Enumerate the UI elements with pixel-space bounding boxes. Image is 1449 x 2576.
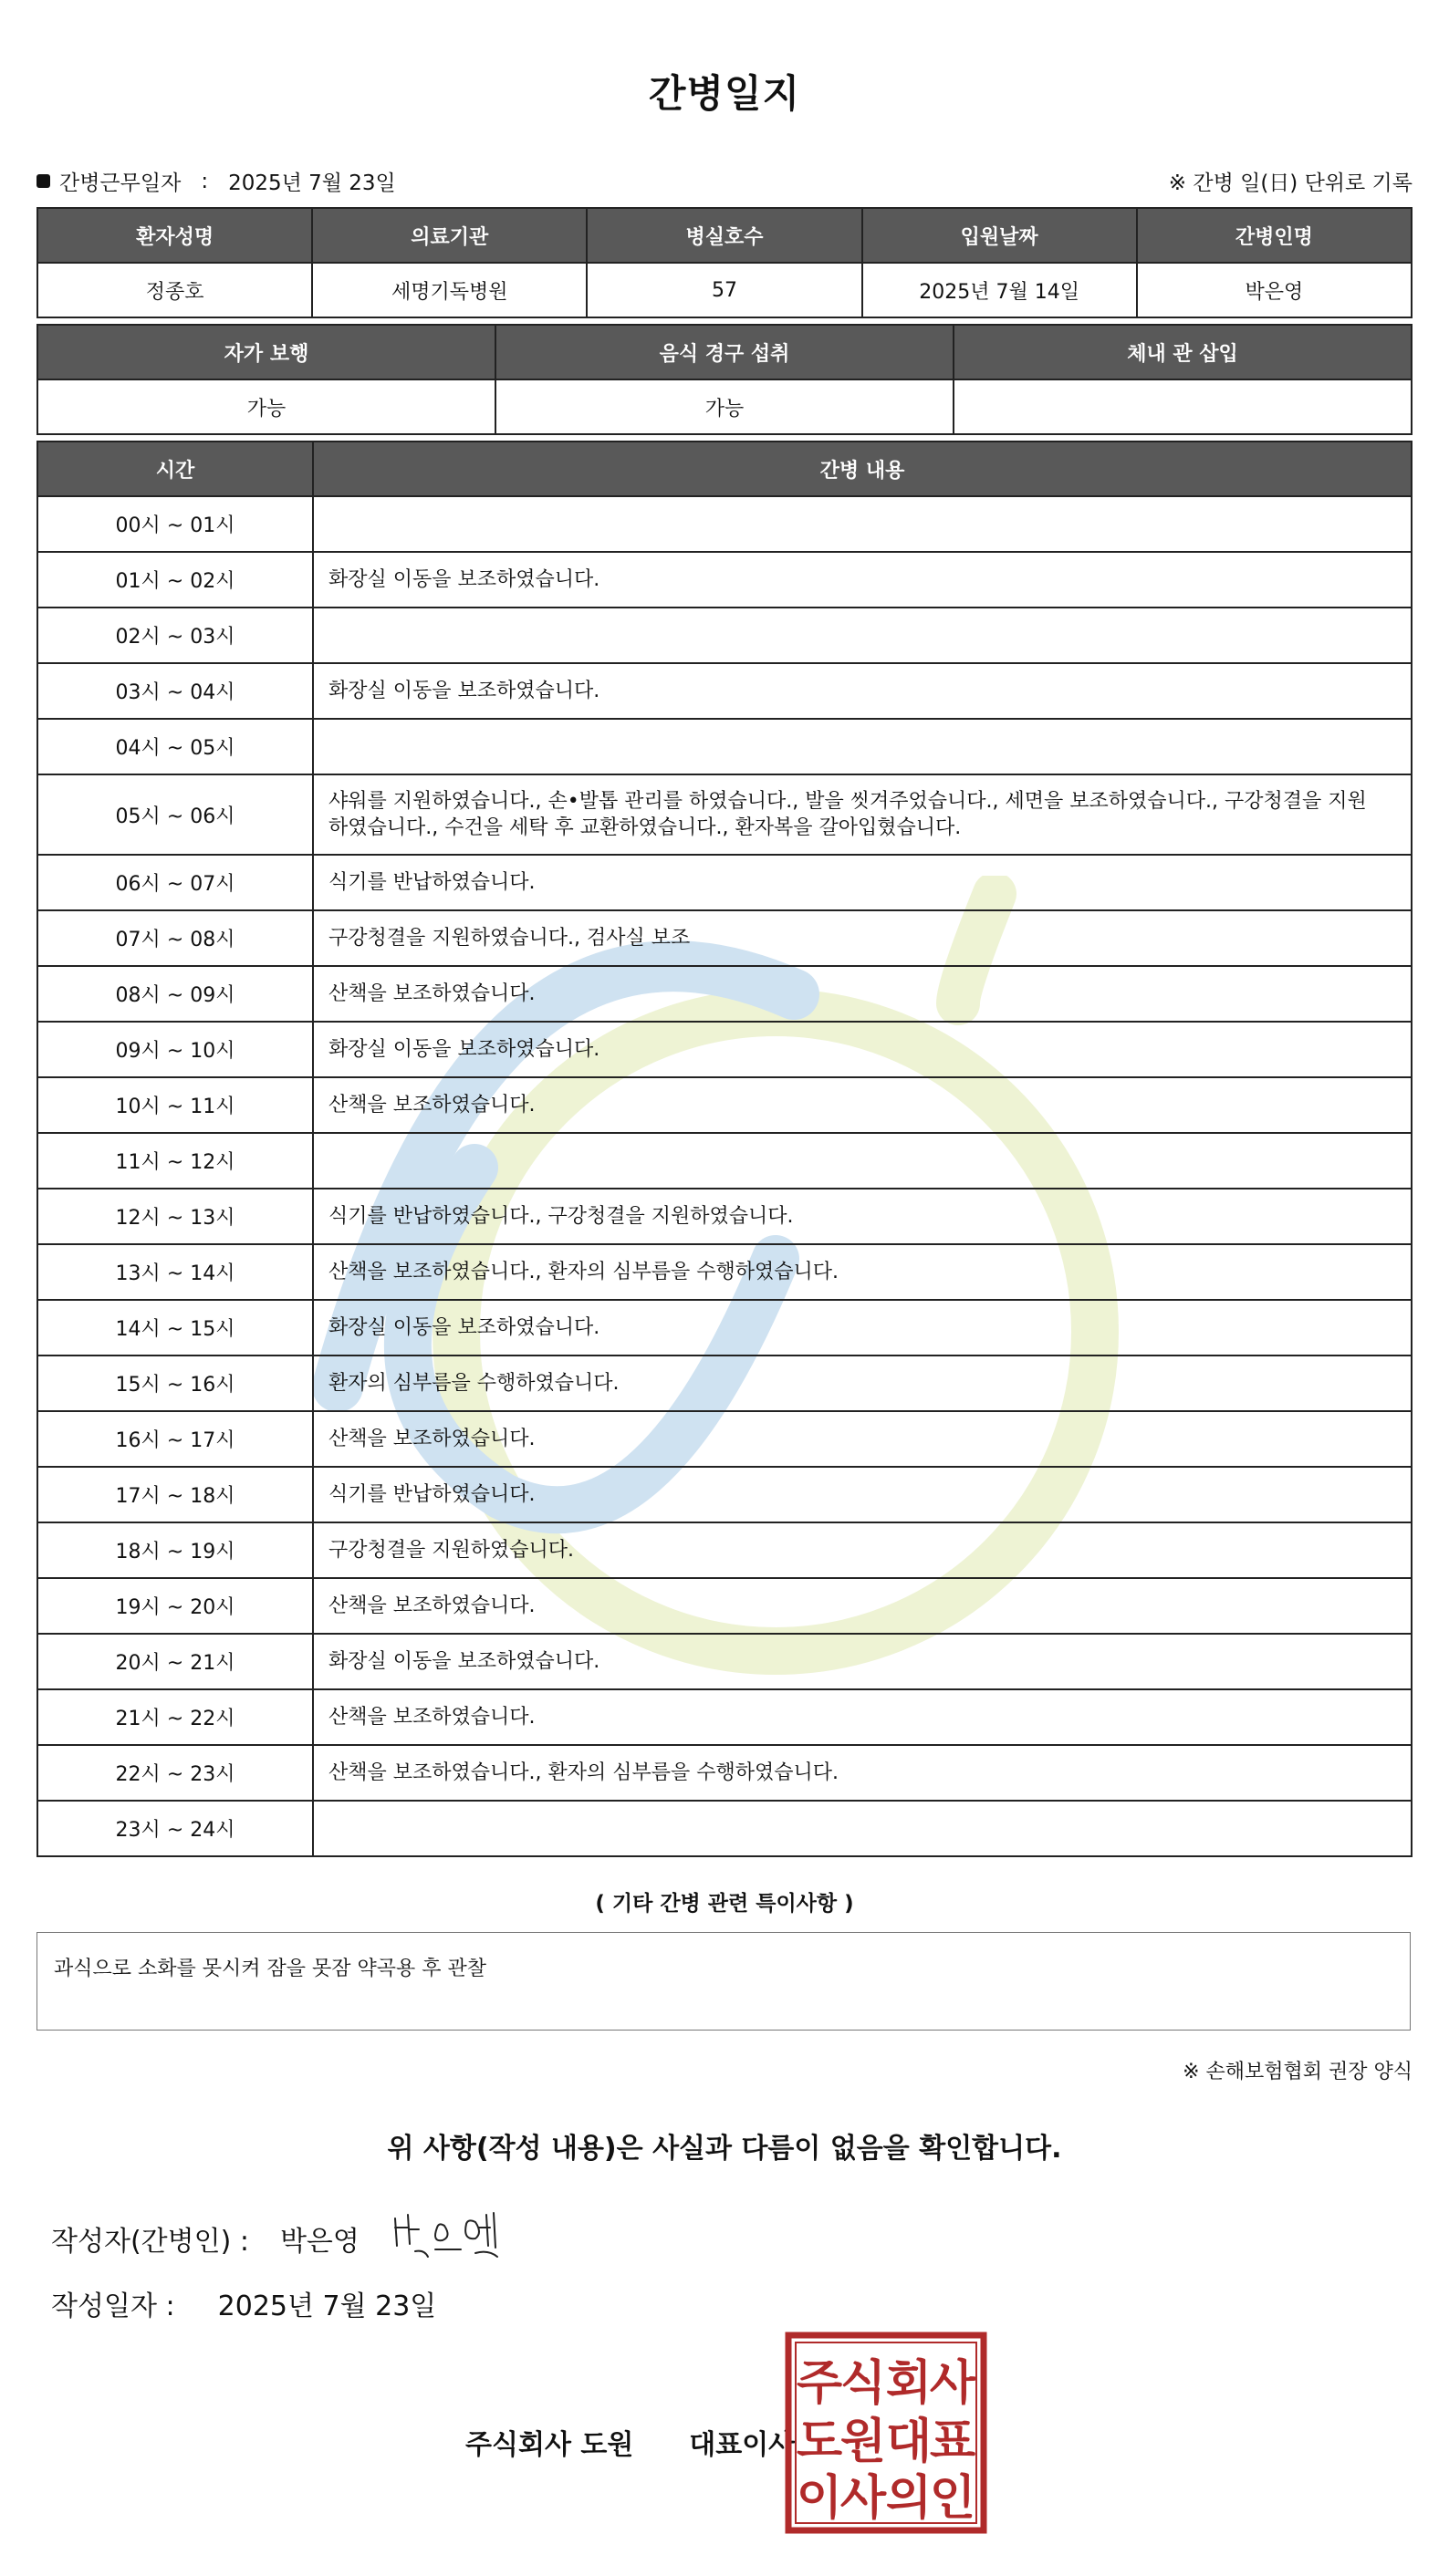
patient-info-table [36, 207, 1413, 318]
admission-date-value: 2025년 7월 14일 [862, 263, 1137, 317]
time-cell: 05시 ~ 06시 [37, 774, 313, 855]
time-cell: 06시 ~ 07시 [37, 855, 313, 910]
written-date-value: 2025년 7월 23일 [217, 2290, 437, 2322]
company-line [465, 2422, 795, 2462]
handwritten-signature [388, 2200, 516, 2264]
content-cell: 산책을 보조하였습니다., 환자의 심부름을 수행하였습니다. [313, 1244, 1412, 1300]
table-row [37, 1077, 1412, 1133]
time-cell: 08시 ~ 09시 [37, 966, 313, 1022]
work-date-line [36, 166, 396, 196]
patient-value-row [37, 263, 1412, 317]
content-cell [313, 496, 1412, 552]
content-cell: 화장실 이동을 보조하였습니다. [313, 1634, 1412, 1689]
content-cell: 산책을 보조하였습니다. [313, 966, 1412, 1022]
header-time: 시간 [37, 441, 313, 496]
table-row [37, 496, 1412, 552]
table-row [37, 1022, 1412, 1077]
time-cell: 12시 ~ 13시 [37, 1189, 313, 1244]
svg-text:원: 원 [839, 2415, 887, 2469]
svg-text:식: 식 [839, 2356, 887, 2411]
time-cell: 17시 ~ 18시 [37, 1467, 313, 1522]
time-cell: 19시 ~ 20시 [37, 1578, 313, 1634]
content-cell: 식기를 반납하였습니다. [313, 1467, 1412, 1522]
patient-status-table [36, 324, 1413, 435]
time-cell: 18시 ~ 19시 [37, 1522, 313, 1578]
time-cell: 03시 ~ 04시 [37, 663, 313, 719]
table-row [37, 663, 1412, 719]
content-cell: 샤워를 지원하였습니다., 손•발톱 관리를 하였습니다., 발을 씻겨주었습니다., 세면을 보조하였습니다., 구강청결을 지원하였습니다., 수건을 세탁 후 교환하였습니다., 환자복을 갈아입혔습니다. [313, 774, 1412, 855]
hourly-care-log-table [36, 441, 1413, 1857]
written-date-label: 작성일자 : [51, 2290, 175, 2322]
content-cell: 식기를 반납하였습니다. [313, 855, 1412, 910]
svg-text:표: 표 [929, 2415, 976, 2469]
table-row [37, 1745, 1412, 1801]
header-tube-insertion: 체내 관 삽입 [954, 325, 1412, 379]
writer-label: 작성자(간병인) : [51, 2226, 249, 2258]
time-cell: 20시 ~ 21시 [37, 1634, 313, 1689]
time-cell: 13시 ~ 14시 [37, 1244, 313, 1300]
work-date-separator: : [201, 169, 209, 193]
content-cell: 구강청결을 지원하였습니다., 검사실 보조 [313, 910, 1412, 966]
table-row [37, 1356, 1412, 1411]
table-row [37, 910, 1412, 966]
svg-text:사: 사 [839, 2471, 887, 2526]
svg-text:사: 사 [929, 2356, 976, 2411]
time-cell: 01시 ~ 02시 [37, 552, 313, 608]
form-source-note: ※ 손해보험협회 권장 양식 [1183, 2061, 1413, 2083]
table-row [37, 966, 1412, 1022]
table-row [37, 1411, 1412, 1467]
time-cell: 22시 ~ 23시 [37, 1745, 313, 1801]
content-cell: 화장실 이동을 보조하였습니다. [313, 552, 1412, 608]
time-cell: 23시 ~ 24시 [37, 1801, 313, 1856]
time-cell: 14시 ~ 15시 [37, 1300, 313, 1356]
header-room-number: 병실호수 [587, 208, 861, 263]
time-cell: 10시 ~ 11시 [37, 1077, 313, 1133]
patient-header-row [37, 208, 1412, 263]
time-cell: 21시 ~ 22시 [37, 1689, 313, 1745]
svg-text:대: 대 [885, 2415, 933, 2469]
content-cell: 산책을 보조하였습니다. [313, 1077, 1412, 1133]
status-value-row [37, 379, 1412, 434]
table-row [37, 1801, 1412, 1856]
content-cell: 화장실 이동을 보조하였습니다. [313, 1300, 1412, 1356]
bullet-icon [36, 174, 50, 188]
svg-text:회: 회 [885, 2356, 933, 2411]
content-cell: 환자의 심부름을 수행하였습니다. [313, 1356, 1412, 1411]
header-oral-intake: 음식 경구 섭취 [495, 325, 954, 379]
written-date-line [51, 2283, 436, 2323]
hospital-value: 세명기독병원 [312, 263, 587, 317]
table-row [37, 1578, 1412, 1634]
patient-name-value: 정종호 [37, 263, 312, 317]
content-cell: 구강청결을 지원하였습니다. [313, 1522, 1412, 1578]
time-cell: 15시 ~ 16시 [37, 1356, 313, 1411]
time-cell: 07시 ~ 08시 [37, 910, 313, 966]
table-row [37, 1689, 1412, 1745]
header-care-content: 간병 내용 [313, 441, 1412, 496]
oral-intake-value: 가능 [495, 379, 954, 434]
time-cell: 04시 ~ 05시 [37, 719, 313, 774]
header-patient-name: 환자성명 [37, 208, 312, 263]
writer-line [51, 2218, 360, 2259]
content-cell: 식기를 반납하였습니다., 구강청결을 지원하였습니다. [313, 1189, 1412, 1244]
table-row [37, 552, 1412, 608]
header-caregiver-name: 간병인명 [1137, 208, 1412, 263]
content-cell: 화장실 이동을 보조하였습니다. [313, 1022, 1412, 1077]
remarks-heading: ( 기타 간병 관련 특이사항 ) [595, 1892, 854, 1916]
log-header-row [37, 441, 1412, 496]
remarks-box: 과식으로 소화를 못시켜 잠을 못잠 약곡용 후 관찰 [36, 1932, 1411, 2031]
company-role: 대표이사 [689, 2429, 796, 2461]
header-admission-date: 입원날짜 [862, 208, 1137, 263]
work-date-label: 간병근무일자 [59, 171, 182, 195]
table-row [37, 1522, 1412, 1578]
time-cell: 00시 ~ 01시 [37, 496, 313, 552]
company-seal-stamp [785, 2332, 987, 2534]
table-row [37, 855, 1412, 910]
company-name: 주식회사 도원 [465, 2429, 634, 2461]
table-row [37, 1244, 1412, 1300]
svg-text:이: 이 [796, 2471, 843, 2526]
room-number-value: 57 [587, 263, 861, 317]
table-row [37, 1467, 1412, 1522]
table-row [37, 1189, 1412, 1244]
content-cell: 화장실 이동을 보조하였습니다. [313, 663, 1412, 719]
unit-note: ※ 간병 일(日) 단위로 기록 [1168, 171, 1413, 195]
header-self-walking: 자가 보행 [37, 325, 495, 379]
table-row [37, 719, 1412, 774]
content-cell [313, 1801, 1412, 1856]
content-cell [313, 608, 1412, 663]
page-title: 간병일지 [648, 71, 801, 116]
work-date-value: 2025년 7월 23일 [228, 171, 396, 195]
confirmation-statement: 위 사항(작성 내용)은 사실과 다름이 없음을 확인합니다. [387, 2133, 1062, 2165]
time-cell: 09시 ~ 10시 [37, 1022, 313, 1077]
content-cell [313, 1133, 1412, 1189]
content-cell: 산책을 보조하였습니다. [313, 1411, 1412, 1467]
table-row [37, 1300, 1412, 1356]
table-row [37, 608, 1412, 663]
content-cell: 산책을 보조하였습니다., 환자의 심부름을 수행하였습니다. [313, 1745, 1412, 1801]
writer-name: 박은영 [279, 2226, 360, 2258]
time-cell: 11시 ~ 12시 [37, 1133, 313, 1189]
svg-text:의: 의 [885, 2471, 933, 2526]
status-header-row [37, 325, 1412, 379]
table-row [37, 1634, 1412, 1689]
table-row [37, 774, 1412, 855]
content-cell: 산책을 보조하였습니다. [313, 1689, 1412, 1745]
tube-insertion-value [954, 379, 1412, 434]
time-cell: 16시 ~ 17시 [37, 1411, 313, 1467]
time-cell: 02시 ~ 03시 [37, 608, 313, 663]
self-walking-value: 가능 [37, 379, 495, 434]
caregiver-name-value: 박은영 [1137, 263, 1412, 317]
header-hospital: 의료기관 [312, 208, 587, 263]
content-cell: 산책을 보조하였습니다. [313, 1578, 1412, 1634]
content-cell [313, 719, 1412, 774]
svg-text:도: 도 [796, 2415, 843, 2469]
svg-text:인: 인 [929, 2471, 976, 2526]
svg-text:주: 주 [796, 2356, 843, 2411]
table-row [37, 1133, 1412, 1189]
